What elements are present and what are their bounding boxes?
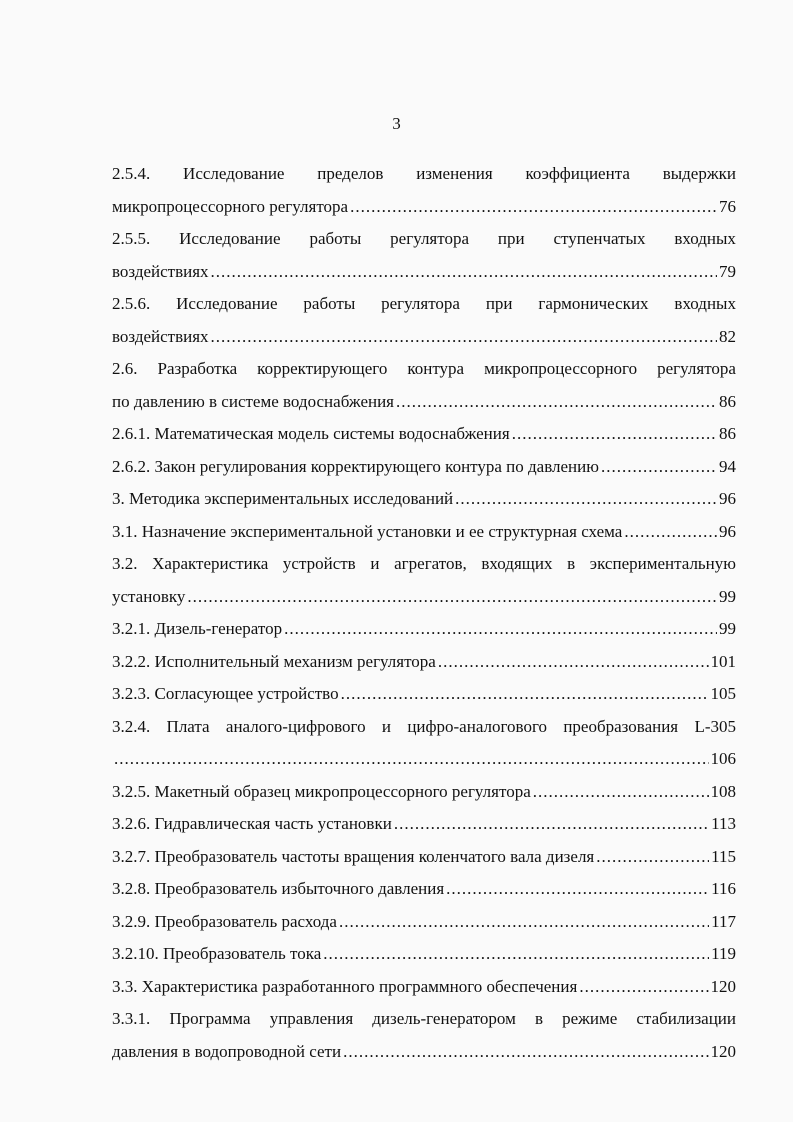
dot-leader (284, 619, 717, 639)
dot-leader (343, 1042, 708, 1062)
toc-word: режиме (562, 1009, 618, 1029)
toc-entry (112, 483, 736, 516)
toc-entry (112, 256, 736, 289)
toc-word: управления (269, 1009, 354, 1029)
toc-word: в (534, 1009, 543, 1029)
toc-word: аналого-цифрового (225, 716, 366, 736)
toc-word: входных (674, 294, 736, 314)
toc-entry (112, 613, 736, 646)
toc-entry-title: 3.2.5. Макетный образец микропроцессорного регулятора (112, 781, 531, 801)
toc-word: агрегатов, (394, 554, 467, 574)
toc-entry (112, 971, 736, 1004)
toc-entry (112, 418, 736, 451)
toc-word: гармонических (538, 294, 649, 314)
dot-leader (438, 652, 709, 672)
toc-entry-title: микропроцессорного регулятора (112, 196, 349, 216)
toc-entry-page: 120 (710, 976, 736, 996)
toc-entry-page: 108 (710, 781, 736, 801)
toc-entry-page: 99 (719, 619, 736, 639)
dot-leader (114, 749, 709, 769)
toc-entry-page: 86 (719, 391, 736, 411)
toc-word: работы (309, 229, 362, 249)
toc-line-wrapped (112, 223, 736, 256)
dot-leader (341, 684, 709, 704)
toc-entry-title: 3.2.2. Исполнительный механизм регулятора (112, 651, 436, 671)
toc-entry (112, 743, 736, 776)
toc-entry-title: 2.6.1. Математическая модель системы водоснабжения (112, 424, 510, 444)
toc-entry (112, 1036, 736, 1069)
toc-entry-page: 105 (710, 684, 736, 704)
toc-entry-page: 117 (711, 911, 736, 931)
dot-leader (211, 327, 717, 347)
toc-word: регулятора (381, 294, 460, 314)
toc-word: экспериментальную (589, 554, 736, 574)
dot-leader (394, 814, 709, 834)
dot-leader (187, 587, 717, 607)
toc-word: пределов (317, 164, 384, 184)
toc-word: регулятора (390, 229, 469, 249)
toc-entry-title: 3.3. Характеристика разработанного программного обеспечения (112, 976, 578, 996)
toc-line-wrapped (112, 353, 736, 386)
toc-word: 2.5.5. (112, 229, 151, 249)
dot-leader (624, 522, 717, 542)
toc-entry-title: 3.2.1. Дизель-генератор (112, 619, 283, 639)
toc-entry-page: 119 (711, 944, 736, 964)
toc-word: 3.2.4. (112, 716, 151, 736)
toc-entry-title: 3.2.8. Преобразователь избыточного давления (112, 879, 445, 899)
toc-entry (112, 581, 736, 614)
toc-word: при (497, 229, 525, 249)
toc-entry-title: 3.2.10. Преобразователь тока (112, 944, 322, 964)
toc-entry-page: 99 (719, 586, 736, 606)
toc-word: Исследование (176, 294, 278, 314)
dot-leader (601, 457, 717, 477)
toc-entry (112, 678, 736, 711)
toc-entry-page: 106 (710, 749, 736, 769)
toc-word: преобразования (563, 716, 679, 736)
dot-leader (579, 977, 708, 997)
toc-line-wrapped (112, 1003, 736, 1036)
toc-entry (112, 873, 736, 906)
dot-leader (396, 392, 717, 412)
toc-entry-title: 3.1. Назначение экспериментальной установки и ее структурная схема (112, 521, 623, 541)
table-of-contents (112, 158, 736, 1068)
dot-leader (533, 782, 709, 802)
toc-word: входных (674, 229, 736, 249)
dot-leader (596, 847, 709, 867)
toc-word: Исследование (179, 229, 281, 249)
toc-word: 2.6. (112, 359, 138, 379)
toc-word: входящих (481, 554, 553, 574)
toc-entry-page: 116 (711, 879, 736, 899)
toc-entry-page: 115 (711, 846, 736, 866)
toc-word: 2.5.6. (112, 294, 151, 314)
toc-entry (112, 451, 736, 484)
toc-entry (112, 906, 736, 939)
toc-line-wrapped (112, 711, 736, 744)
toc-line-wrapped (112, 288, 736, 321)
dot-leader (350, 197, 717, 217)
toc-word: L-305 (694, 716, 736, 736)
toc-word: Плата (166, 716, 210, 736)
toc-entry (112, 191, 736, 224)
toc-word: Исследование (183, 164, 285, 184)
toc-word: работы (303, 294, 356, 314)
toc-entry-page: 82 (719, 326, 736, 346)
toc-entry (112, 646, 736, 679)
toc-word: корректирующего (257, 359, 388, 379)
toc-entry (112, 776, 736, 809)
toc-entry-title: воздействиях (112, 326, 209, 346)
toc-entry-page: 79 (719, 261, 736, 281)
toc-entry-title: давления в водопроводной сети (112, 1041, 342, 1061)
toc-word: и (370, 554, 380, 574)
toc-word: Программа (169, 1009, 251, 1029)
dot-leader (211, 262, 717, 282)
toc-entry-title: 3. Методика экспериментальных исследований (112, 489, 454, 509)
toc-entry-title: 3.2.6. Гидравлическая часть установки (112, 814, 392, 834)
toc-entry-page: 120 (710, 1041, 736, 1061)
toc-entry-page: 96 (719, 489, 736, 509)
toc-entry-page: 101 (710, 651, 736, 671)
toc-entry-title: 3.2.3. Согласующее устройство (112, 684, 339, 704)
toc-word: и (381, 716, 392, 736)
toc-word: выдержки (662, 164, 736, 184)
toc-word: стабилизации (636, 1009, 736, 1029)
dot-leader (455, 489, 717, 509)
toc-word: коэффициента (525, 164, 630, 184)
toc-entry-title: 2.6.2. Закон регулирования корректирующего контура по давлению (112, 456, 599, 476)
page-number: 3 (392, 114, 401, 133)
toc-entry-title: 3.2.9. Преобразователь расхода (112, 911, 337, 931)
toc-word: дизель-генератором (372, 1009, 516, 1029)
toc-word: изменения (416, 164, 493, 184)
toc-entry (112, 321, 736, 354)
dot-leader (512, 424, 717, 444)
toc-entry (112, 386, 736, 419)
toc-word: 2.5.4. (112, 164, 151, 184)
toc-word: регулятора (657, 359, 736, 379)
toc-line-wrapped (112, 158, 736, 191)
toc-entry-title: установку (112, 586, 186, 606)
dot-leader (323, 944, 709, 964)
toc-entry-page: 86 (719, 424, 736, 444)
toc-word: цифро-аналогового (407, 716, 548, 736)
toc-word: микропроцессорного (484, 359, 638, 379)
toc-entry-page: 76 (719, 196, 736, 216)
toc-word: Разработка (157, 359, 238, 379)
toc-entry-page: 113 (711, 814, 736, 834)
toc-entry-page: 96 (719, 521, 736, 541)
toc-word: 3.3.1. (112, 1009, 151, 1029)
toc-word: 3.2. (112, 554, 138, 574)
toc-word: контура (407, 359, 465, 379)
toc-entry-title: 3.2.7. Преобразователь частоты вращения коленчатого вала дизеля (112, 846, 595, 866)
toc-line-wrapped (112, 548, 736, 581)
toc-entry-page: 94 (719, 456, 736, 476)
toc-entry-title: воздействиях (112, 261, 209, 281)
toc-entry (112, 516, 736, 549)
toc-word: в (567, 554, 576, 574)
dot-leader (339, 912, 709, 932)
toc-word: при (485, 294, 513, 314)
toc-entry (112, 841, 736, 874)
toc-word: Характеристика (152, 554, 269, 574)
toc-word: ступенчатых (553, 229, 646, 249)
dot-leader (446, 879, 709, 899)
toc-entry (112, 808, 736, 841)
toc-word: устройств (282, 554, 356, 574)
toc-entry-title: по давлению в системе водоснабжения (112, 391, 395, 411)
toc-entry (112, 938, 736, 971)
